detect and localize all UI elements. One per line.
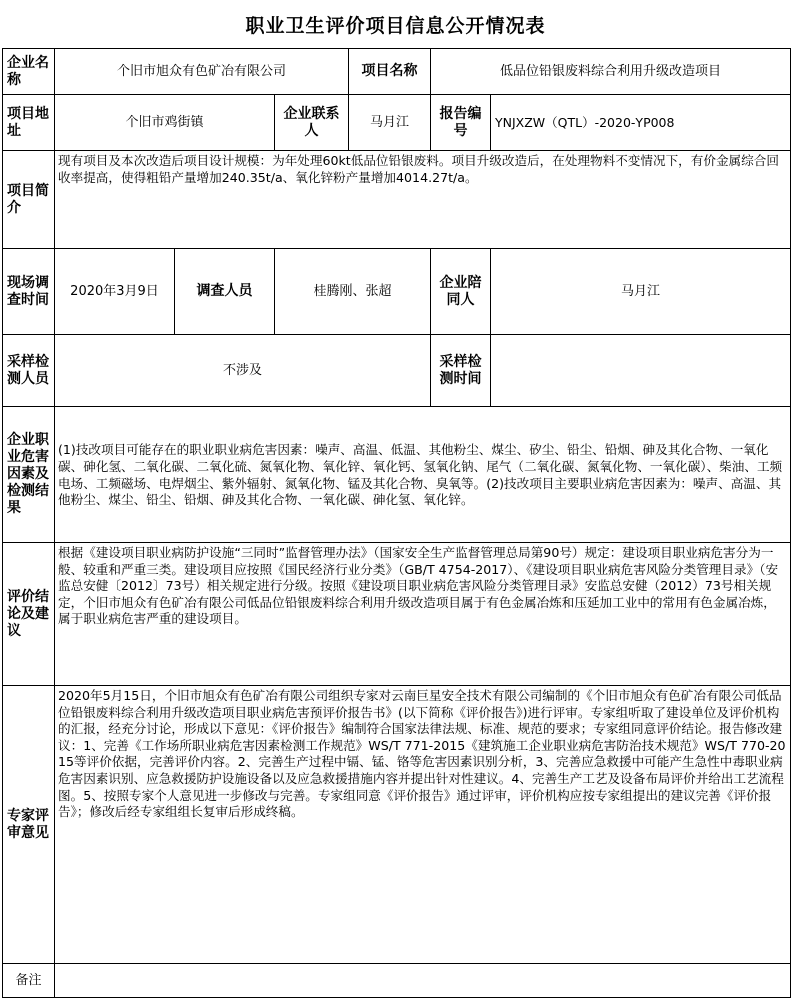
project-name-value: 低品位铅银废料综合利用升级改造项目: [431, 49, 791, 95]
project-intro-value: 现有项目及本次改造后项目设计规模：为年处理60kt低品位铅银废料。项目升级改造后，在处理物料不变情况下，有价金属综合回收率提高，使得粗铅产量增加240.35t/a、氧化锌粉产量增加4014.27t/a。: [55, 151, 791, 249]
company-contact-label: 企业联系人: [275, 95, 349, 151]
table-row: [3, 964, 791, 998]
remarks-label: 备注: [3, 964, 55, 998]
table-row: [3, 686, 791, 964]
table-row: [3, 407, 791, 543]
remarks-value: [55, 964, 791, 998]
table-row: [3, 49, 791, 95]
company-escort-label: 企业陪同人: [431, 249, 491, 335]
table-row: [3, 151, 791, 249]
info-table: [2, 48, 791, 998]
survey-time-label: 现场调查时间: [3, 249, 55, 335]
table-row: [3, 335, 791, 407]
investigators-label: 调查人员: [175, 249, 275, 335]
table-row: [3, 543, 791, 686]
expert-opinion-label: 专家评审意见: [3, 686, 55, 964]
sampling-staff-value: 不涉及: [55, 335, 431, 407]
sampling-time-label: 采样检测时间: [431, 335, 491, 407]
investigators-value: 桂腾刚、张超: [275, 249, 431, 335]
report-no-label: 报告编号: [431, 95, 491, 151]
company-name-label: 企业名称: [3, 49, 55, 95]
sampling-time-value: [491, 335, 791, 407]
page-title: 职业卫生评价项目信息公开情况表: [245, 14, 546, 37]
company-contact-value: 马月江: [349, 95, 431, 151]
conclusion-label: 评价结论及建议: [3, 543, 55, 686]
sampling-staff-label: 采样检测人员: [3, 335, 55, 407]
project-address-label: 项目地址: [3, 95, 55, 151]
conclusion-value: 根据《建设项目职业病防护设施“三同时”监督管理办法》（国家安全生产监督管理总局第90号）规定：建设项目职业病危害分为一般、较重和严重三类。建设项目应按照《国民经济行业分类》（GB/T 4754-2017）、《建设项目职业病危害风险分类管理目录》（安监总安健〔2012〕73号）相关规定进行分级。按照《建设项目职业病危害风险分类管理目录》安监总安健（2012）73号相关规定，个旧市旭众有色矿冶有限公司低品位铅银废料综合利用升级改造项目属于有色金属冶炼和压延加工业中的常用有色金属冶炼，属于职业病危害严重的建设项目。: [55, 543, 791, 686]
project-name-label: 项目名称: [349, 49, 431, 95]
report-no-value: YNJXZW（QTL）-2020-YP008: [491, 95, 791, 151]
table-row: [3, 95, 791, 151]
survey-time-value: 2020年3月9日: [55, 249, 175, 335]
project-intro-label: 项目简介: [3, 151, 55, 249]
hazard-results-label: 企业职业危害因素及检测结果: [3, 407, 55, 543]
hazard-results-value: (1)技改项目可能存在的职业职业病危害因素：噪声、高温、低温、其他粉尘、煤尘、矽尘、铅尘、铅烟、砷及其化合物、一氧化碳、砷化氢、二氧化碳、二氧化硫、氮氧化物、氧化锌、氧化钙、氢氧化钠、尾气（二氧化碳、氮氧化物、一氧化碳）、柴油、工频电场、工频磁场、电焊烟尘、紫外辐射、氮氧化物、锰及其化合物、臭氧等。(2)技改项目主要职业病危害因素为：噪声、高温、其他粉尘、煤尘、铅尘、铅烟、砷及其化合物、一氧化碳、砷化氢、氧化锌。: [55, 407, 791, 543]
project-address-value: 个旧市鸡街镇: [55, 95, 275, 151]
expert-opinion-value: 2020年5月15日，个旧市旭众有色矿冶有限公司组织专家对云南巨星安全技术有限公司编制的《个旧市旭众有色矿冶有限公司低品位铅银废料综合利用升级改造项目职业病危害预评价报告书》(以下简称《评价报告》)进行评审。专家组听取了建设单位及评价机构的汇报，经充分讨论，形成以下意见：《评价报告》编制符合国家法律法规、标准、规范的要求；专家组同意评价结论。报告修改建议：1、完善《工作场所职业病危害因素检测工作规范》WS/T 771-2015《建筑施工企业职业病危害防治技术规范》WS/T 770-2015等评价依据，完善评价内容。2、完善生产过程中镉、锰、铬等危害因素识别分析，3、完善应急救援中可能产生急性中毒职业病危害因素识别、应急救援防护设施设备以及应急救援措施内容并提出针对性建议。4、完善生产工艺及设备布局评价并给出工艺流程图。5、按照专家个人意见进一步修改与完善。专家组同意《评价报告》通过评审，评价机构应按专家组提出的建议完善《评价报告》；修改后经专家组组长复审后形成终稿。: [55, 686, 791, 964]
company-name-value: 个旧市旭众有色矿冶有限公司: [55, 49, 349, 95]
table-row: [3, 249, 791, 335]
company-escort-value: 马月江: [491, 249, 791, 335]
